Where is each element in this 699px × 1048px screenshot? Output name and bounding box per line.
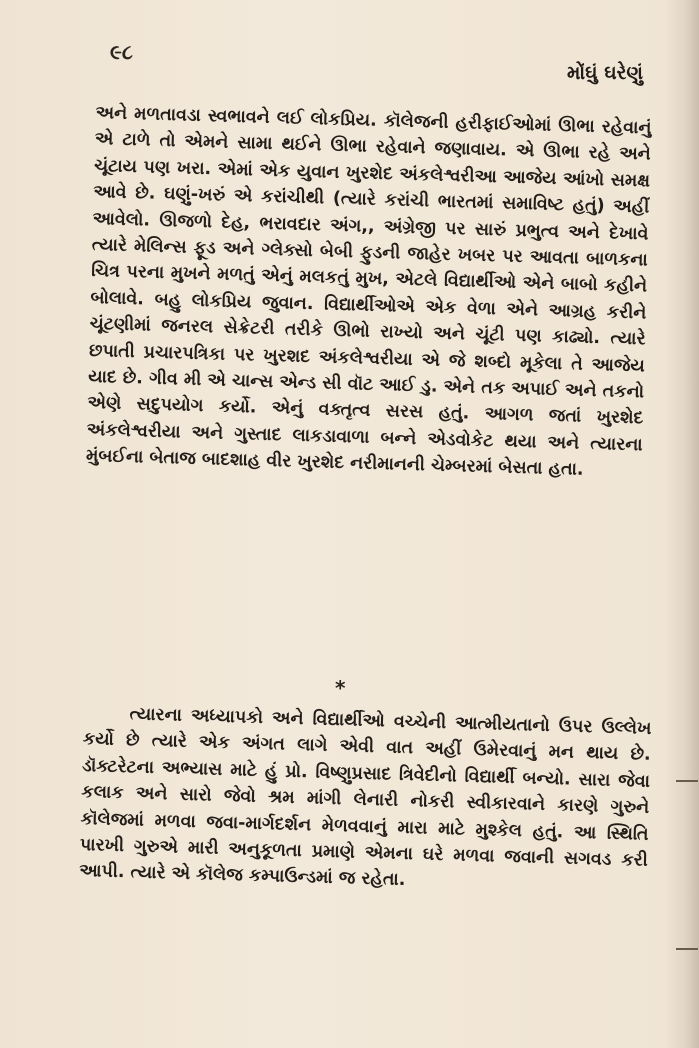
paragraph: અને મળતાવડા સ્વભાવને લઈ લોકપ્રિય. કૉલેજની હરીફાઈઓમાં ઊભા રહેવાનું એ ટાળે તો એમને સામા થઈને ઊભા રહેવાને જણાવાય. એ ઊભા રહે અને ચૂંટાય પણ ખરા. એમાં એક યુવાન ખુરશેદ અંકલેશ્વરીઆ આજેય આંખો સમક્ષ આવે છે. ઘણું-ખરું એ કરાંચીથી (ત્યારે કરાંચી ભારતમાં સમાવિષ્ટ હતું) અહીં આવેલો. ઊજળો દેહ, ભરાવદાર અંગ,, અંગ્રેજી પર સારું પ્રભુત્વ અને દેખાવે ત્યારે મેલિન્સ ફૂડ અને ગ્લેક્સો બેબી ફુડની જાહેર ખબર પર આવતા બાળકના ચિત્ર પરના મુખને મળતું એનું મલકતું મુખ, એટલે વિદ્યાર્થીઓ એને બાબો કહીને બોલાવે. બહુ લોકપ્રિય જુવાન. વિદ્યાર્થીઓએ એક વેળા એને આગ્રહ કરીને ચૂંટણીમાં જનરલ સેક્રેટરી તરીકે ઊભો રાખ્યો અને ચૂંટી પણ કાઢ્યો. ત્યારે છપાતી પ્રચારપત્રિકા પર ખુરશદ અંકલેશ્વરીયા એ જે શબ્દો મૂકેલા તે આજેય યાદ છે. ગીવ મી એ ચાન્સ એન્ડ સી વૉટ આઈ ડુ. એને તક અપાઈ અને તકનો એણે સદુપયોગ કર્યો. એનું વક્તૃત્વ સરસ હતું. આગળ જતાં ખુરશેદ અંકલેશ્વરીયા અને ગુસ્તાદ લાકડાવાળા બન્ને એડવોકેટ થયા અને ત્યારના મુંબઈના બેતાજ બાદશાહ વીર ખુરશેદ નરીમાનની ચેમ્બરમાં બેસતા હતા.: [85, 102, 652, 481]
section-separator: *: [335, 676, 346, 700]
body-text-block: [78, 700, 652, 891]
page-edge-shadow: [664, 0, 699, 1048]
page-edge-mark: [676, 780, 698, 782]
page-number: ૯૮: [110, 40, 133, 64]
running-head: મોંઘું ઘરેણું: [567, 62, 643, 84]
page-edge-mark: [676, 948, 698, 950]
paragraph: ત્યારના અધ્યાપકો અને વિદ્યાર્થીઓ વચ્ચેની આત્મીયતાનો ઉપર ઉલ્લેખ કર્યો છે ત્યારે એક અંગત લાગે એવી વાત અહીં ઉમેરવાનું મન થાય છે. ડૉક્ટરેટના અભ્યાસ માટે હું પ્રો. વિષ્ણુપ્રસાદ ત્રિવેદીનો વિદ્યાર્થી બન્યો. સારા જેવા કલાક અને સારો જેવો શ્રમ માંગી લેનારી નોકરી સ્વીકારવાને કારણે ગુરુને કૉલેજમાં મળવા જવા-માર્ગદર્શન મેળવવાનું મારા માટે મુશ્કેલ હતું. આ સ્થિતિ પારખી ગુરુએ મારી અનુકૂળતા પ્રમાણે એમના ઘરે મળવા જવાની સગવડ કરી આપી. ત્યારે એ કૉલેજ કમ્પાઉન્ડમાં જ રહેતા.: [78, 704, 652, 891]
body-text-block: [85, 100, 652, 481]
